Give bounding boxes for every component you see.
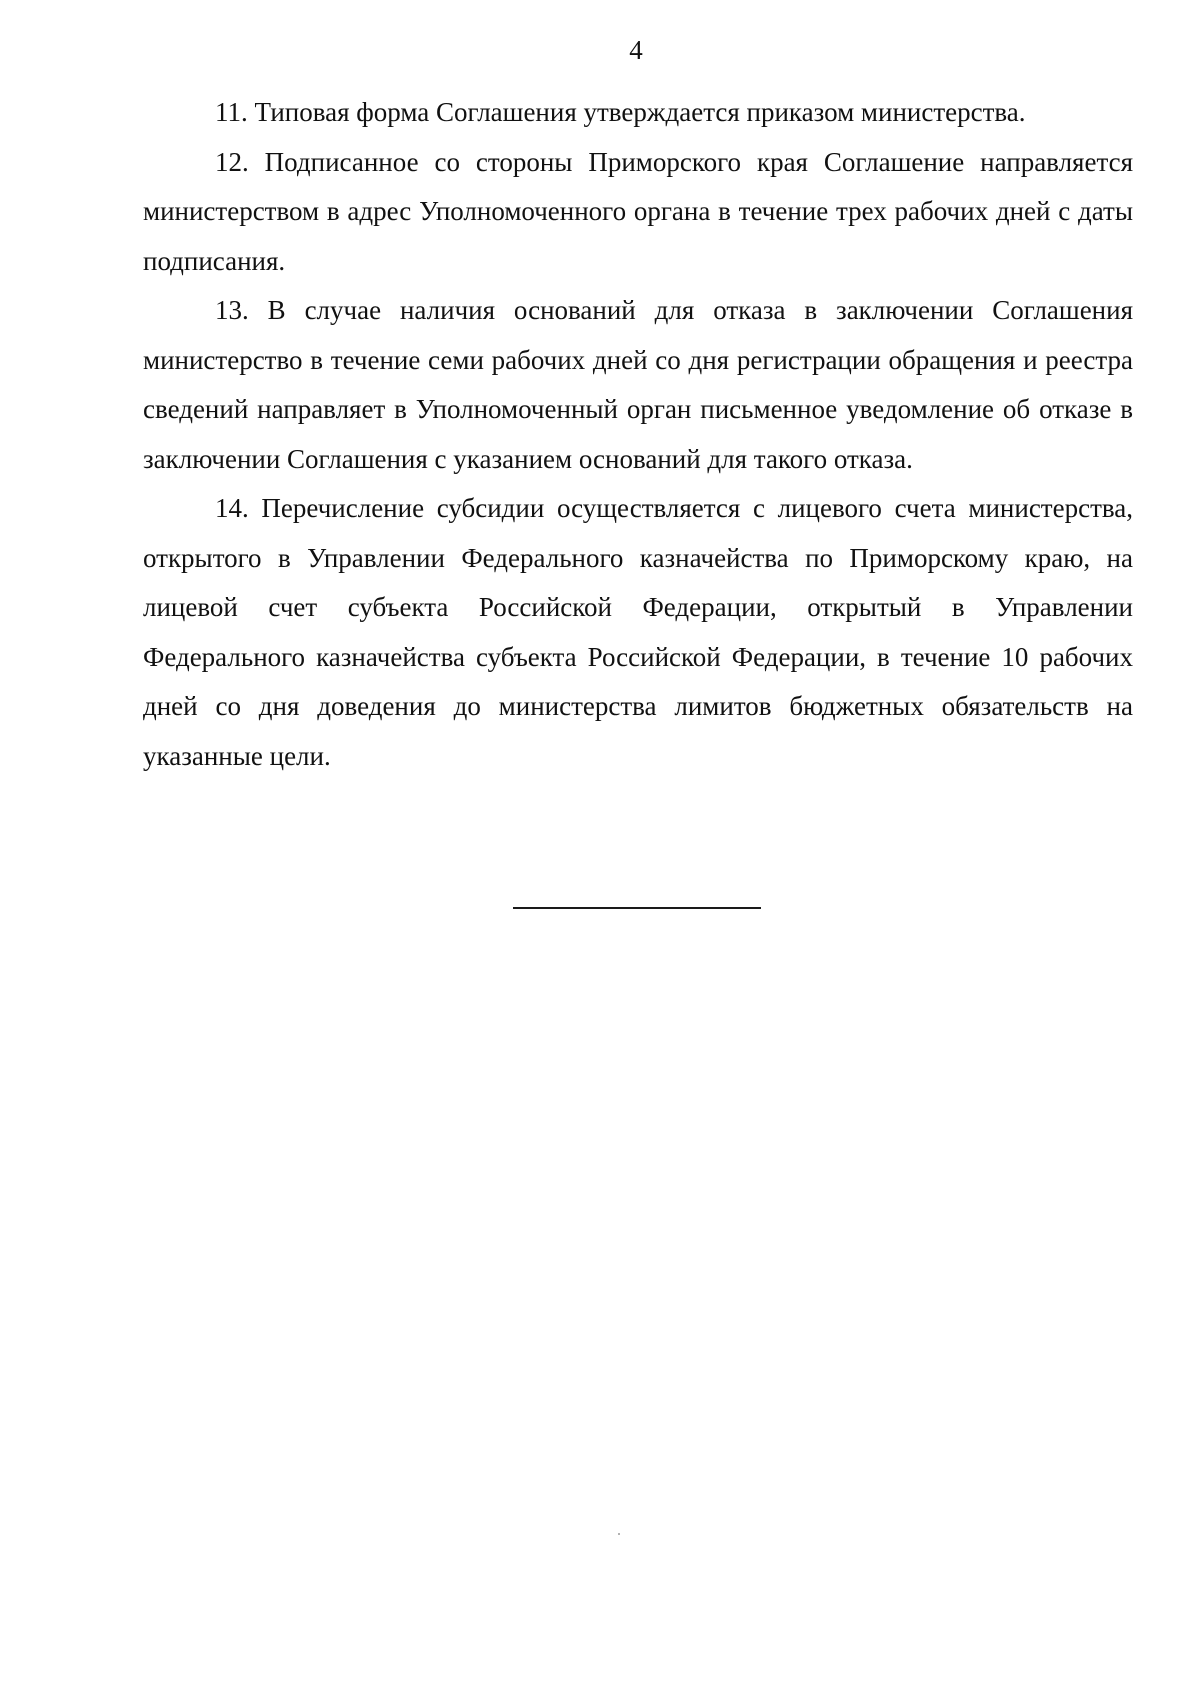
paragraph-13: 13. В случае наличия оснований для отказа в заключении Соглашения министерство в течение семи рабочих дней со дня регистрации обращения и реестра сведений направляет в Уполномоченный орган письменное уведомление об отказе в заключении Соглашения с указанием оснований для такого отказа.: [143, 295, 1133, 474]
paragraph-11: 11. Типовая форма Соглашения утверждается приказом министерства.: [215, 97, 1026, 127]
closing-divider: [513, 907, 761, 909]
page-number: 4: [629, 35, 643, 65]
paragraph-14: 14. Перечисление субсидии осуществляется с лицевого счета министерства, открытого в Управлении Федерального казначейства по Приморскому краю, на лицевой счет субъекта Российской Федерации, открытый в Управлении Федерального казначейства субъекта Российской Федерации, в течение 10 рабочих дней со дня доведения до министерства лимитов бюджетных обязательств на указанные цели.: [143, 493, 1133, 771]
paragraph-12: 12. Подписанное со стороны Приморского края Соглашение направляется министерством в адрес Уполномоченного органа в течение трех рабочих дней с даты подписания.: [143, 146, 1133, 276]
scan-artifact: [618, 1533, 620, 1535]
document-body: [143, 88, 1133, 781]
